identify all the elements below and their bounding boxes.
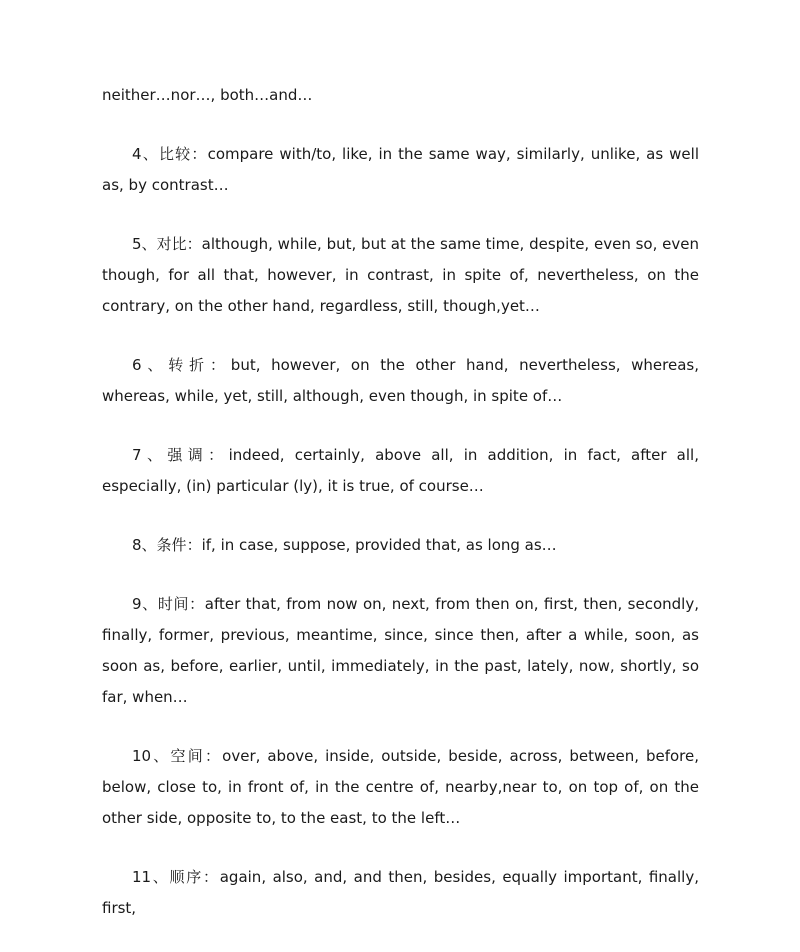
paragraph-text: neither…nor…, both…and… [102, 86, 313, 104]
paragraph-transition [102, 350, 699, 412]
paragraph-separator: ： [204, 747, 223, 765]
paragraph-text: but, however, on the other hand, nevertheless, whereas, whereas, while, yet, still, although, even though, in spite of… [102, 356, 699, 405]
paragraph-time [102, 589, 699, 713]
paragraph-label: 转折 [168, 356, 210, 374]
paragraph-label: 对比 [156, 235, 187, 253]
paragraph-number: 9、 [132, 595, 158, 613]
paragraph-separator: ： [209, 356, 231, 374]
paragraph-label: 顺序 [169, 868, 203, 886]
paragraph-number: 11、 [132, 868, 170, 886]
paragraph-emphasis [102, 440, 699, 502]
paragraph-number: 5、 [132, 235, 157, 253]
paragraph-comparison [102, 139, 699, 201]
paragraph-separator: ： [191, 145, 208, 163]
paragraph-number: 8、 [132, 536, 157, 554]
paragraph-text: again, also, and, and then, besides, equally important, finally, first, [102, 868, 699, 917]
paragraph-label: 强调 [167, 446, 209, 464]
paragraph-separator: ： [203, 868, 220, 886]
paragraph-text: indeed, certainly, above all, in addition, in fact, after all, especially, (in) particular (ly), it is true, of course… [102, 446, 699, 495]
paragraph-contrast [102, 229, 699, 322]
paragraph-number: 6、 [132, 356, 169, 374]
paragraph-label: 条件 [156, 536, 187, 554]
paragraph-text: over, above, inside, outside, beside, across, between, before, below, close to, in front of, in the centre of, nearby,near to, on top of, on the other side, opposite to, to the east, to the left… [102, 747, 699, 827]
paragraph-continuation [102, 80, 699, 111]
paragraph-text: although, while, but, but at the same time, despite, even so, even though, for all that, however, in contrast, in spite of, nevertheless, on the contrary, on the other hand, regardless, still, though,yet… [102, 235, 700, 315]
document-page [102, 80, 699, 952]
paragraph-text: if, in case, suppose, provided that, as long as… [201, 536, 557, 554]
paragraph-label: 空间 [170, 747, 205, 765]
paragraph-number: 4、 [132, 145, 159, 163]
paragraph-separator: ： [189, 595, 205, 613]
paragraph-label: 时间 [157, 595, 190, 613]
paragraph-text: compare with/to, like, in the same way, similarly, unlike, as well as, by contrast… [102, 145, 699, 194]
paragraph-separator: ： [186, 536, 202, 554]
paragraph-sequence [102, 862, 699, 924]
paragraph-condition [102, 530, 699, 561]
paragraph-text: after that, from now on, next, from then on, first, then, secondly, finally, former, previous, meantime, since, since then, after a while, soon, as soon as, before, earlier, until, immediately, in the past, lately, now, shortly, so far, when… [102, 595, 699, 706]
paragraph-number: 7、 [132, 446, 168, 464]
paragraph-number: 10、 [132, 747, 171, 765]
paragraph-separator: ： [186, 235, 202, 253]
paragraph-space [102, 741, 699, 834]
paragraph-label: 比较 [158, 145, 192, 163]
paragraph-separator: ： [208, 446, 229, 464]
